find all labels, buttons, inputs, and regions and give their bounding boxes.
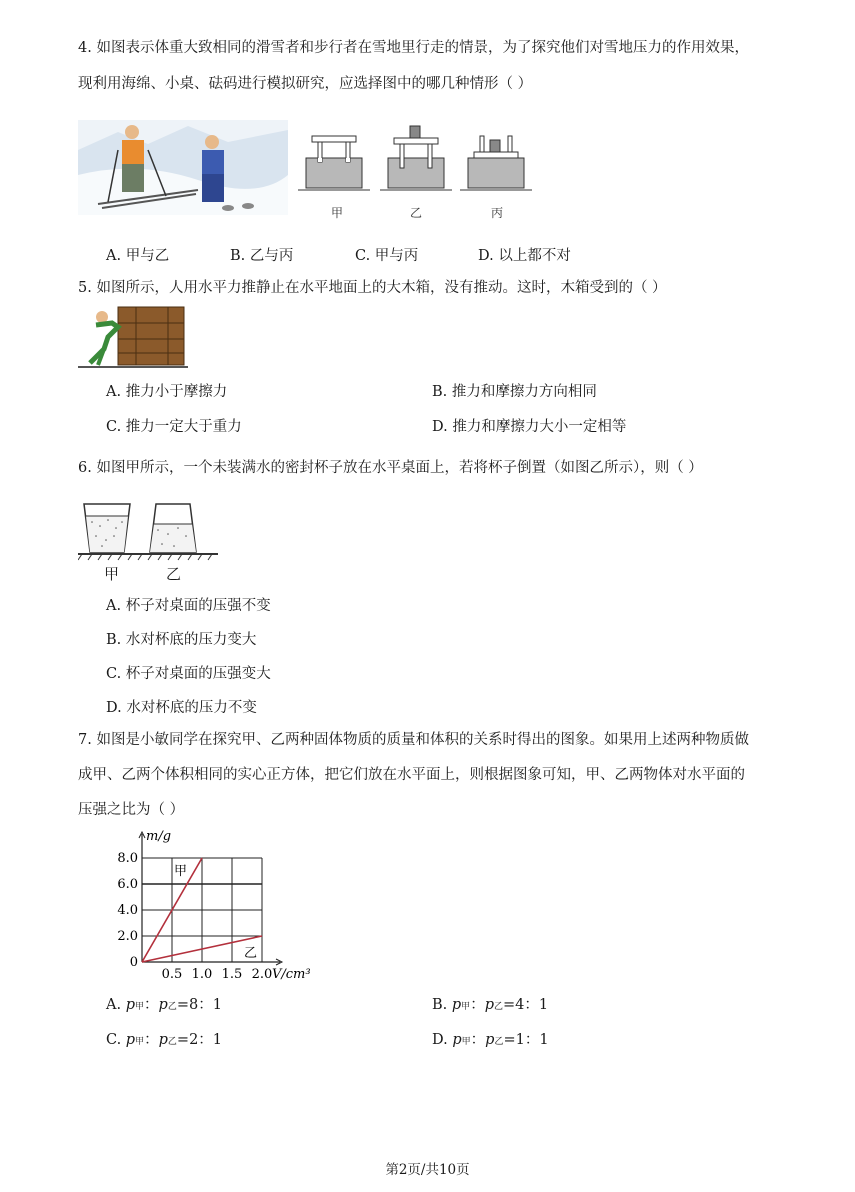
q7-option-a-p2: p [158, 997, 168, 1013]
sub-jia: 甲 [135, 1037, 145, 1047]
q7-option-d-p2: p [485, 1032, 495, 1048]
apparatus-yi [380, 118, 460, 198]
y-tick-label: 4.0 [117, 903, 138, 918]
sub-yi: 乙 [167, 1002, 177, 1012]
q7-stem-line2: 成甲、乙两个体积相同的实心正方体，把它们放在水平面上，则根据图象可知，甲、乙两物体对水平面的 [78, 767, 745, 783]
sub-jia: 甲 [135, 1002, 145, 1012]
q7-option-c-p: p [125, 1032, 136, 1048]
q7-option-d-ratio: =1：1 [503, 1032, 549, 1048]
q6-option-b[interactable]: B. 水对杯底的压力变大 [106, 632, 257, 648]
colon: ： [470, 1032, 486, 1048]
q7-option-c-p2: p [158, 1032, 168, 1048]
colon: ： [144, 997, 159, 1013]
x-tick-label: 0.5 [161, 967, 183, 982]
fig-label-bing: 丙 [491, 206, 504, 220]
q7-option-c-letter: C. [106, 1032, 122, 1048]
sub-jia: 甲 [461, 1037, 471, 1047]
q6-option-c[interactable]: C. 杯子对桌面的压强变大 [106, 666, 271, 682]
q7-option-d-p: p [452, 1032, 462, 1048]
fig-label-jia: 甲 [331, 206, 344, 220]
q4-stem-line2: 现利用海绵、小桌、砝码进行模拟研究，应选择图中的哪几种情形（ ） [78, 76, 533, 92]
q7-option-a-ratio: =8：1 [176, 997, 222, 1013]
q7-option-b[interactable] [432, 993, 548, 1014]
sealed-cups-illustration [78, 496, 218, 562]
q5-option-d[interactable]: D. 推力和摩擦力大小一定相等 [432, 419, 627, 435]
q7-option-a-letter: A. [106, 997, 122, 1013]
person-pushing-crate-illustration [78, 303, 188, 371]
q7-option-a-p: p [125, 997, 135, 1013]
chart-ylabel: m/g [146, 829, 172, 844]
series-label-yi: 乙 [244, 945, 258, 961]
q5-stem-line1: 5. 如图所示，人用水平力推静止在水平地面上的大木箱，没有推动。这时，木箱受到的（ ） [78, 280, 667, 296]
y-tick-label: 0 [129, 955, 138, 970]
q7-option-b-p: p [451, 997, 462, 1013]
series-label-jia: 甲 [174, 864, 188, 879]
cup-label-yi: 乙 [166, 565, 182, 583]
q5-option-a[interactable]: A. 推力小于摩擦力 [106, 384, 228, 400]
y-tick-label: 6.0 [117, 877, 138, 892]
y-tick-label: 8.0 [117, 851, 138, 866]
q7-option-a[interactable] [106, 993, 222, 1014]
chart-xlabel: V/cm³ [272, 967, 311, 982]
x-tick-label: 2.0 [251, 967, 273, 982]
colon: ： [470, 997, 485, 1013]
q7-option-d[interactable] [432, 1028, 549, 1049]
cup-label-jia: 甲 [104, 565, 120, 583]
q7-option-b-letter: B. [432, 997, 448, 1013]
apparatus-bing [460, 128, 540, 198]
q4-option-a[interactable]: A. 甲与乙 [106, 248, 170, 264]
page-footer: 第2页/共10页 [385, 1162, 470, 1178]
y-tick-label: 2.0 [117, 929, 138, 944]
q5-option-c[interactable]: C. 推力一定大于重力 [106, 419, 242, 435]
sub-yi: 乙 [493, 1002, 503, 1012]
q6-option-a[interactable]: A. 杯子对桌面的压强不变 [106, 598, 271, 614]
x-tick-label: 1.5 [221, 967, 243, 982]
q7-option-b-p2: p [484, 997, 494, 1013]
sub-yi: 乙 [167, 1037, 177, 1047]
q4-option-d[interactable]: D. 以上都不对 [478, 248, 571, 264]
q6-option-d[interactable]: D. 水对杯底的压力不变 [106, 700, 257, 716]
colon: ： [144, 1032, 159, 1048]
x-tick-label: 1.0 [191, 967, 213, 982]
sub-jia: 甲 [461, 1002, 471, 1012]
q7-option-c[interactable] [106, 1028, 222, 1049]
mass-volume-chart [112, 828, 322, 984]
skier-walker-illustration [78, 120, 288, 215]
q6-stem-line1: 6. 如图甲所示，一个未装满水的密封杯子放在水平桌面上，若将杯子倒置（如图乙所示），则（ ） [78, 460, 703, 476]
q7-option-d-letter: D. [432, 1032, 448, 1048]
q7-option-c-ratio: =2：1 [176, 1032, 223, 1048]
fig-label-yi: 乙 [410, 206, 423, 220]
apparatus-jia [298, 128, 378, 198]
chart-axes [139, 832, 282, 965]
q4-stem-line1: 4. 如图表示体重大致相同的滑雪者和步行者在雪地里行走的情景，为了探究他们对雪地压力的作用效果， [78, 40, 749, 56]
q4-option-b[interactable]: B. 乙与丙 [230, 248, 294, 264]
q5-option-b[interactable]: B. 推力和摩擦力方向相同 [432, 384, 597, 400]
sub-yi: 乙 [494, 1037, 504, 1047]
q7-stem-line1: 7. 如图是小敏同学在探究甲、乙两种固体物质的质量和体积的关系时得出的图象。如果用上述两种物质做 [78, 732, 749, 748]
q7-option-b-ratio: =4：1 [503, 997, 549, 1013]
q4-option-c[interactable]: C. 甲与丙 [355, 248, 419, 264]
q7-stem-line3: 压强之比为（ ） [78, 802, 185, 818]
